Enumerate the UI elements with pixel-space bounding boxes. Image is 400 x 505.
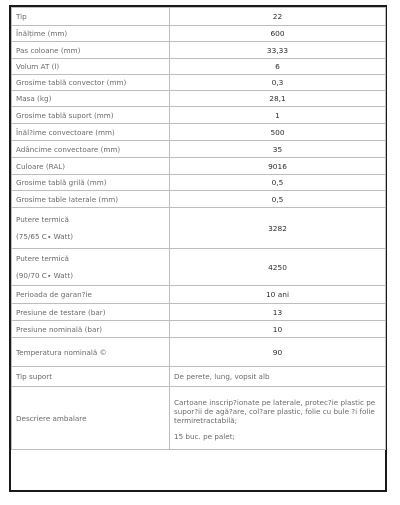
table-row [12, 175, 386, 191]
row-label: Pas coloane (mm) [12, 42, 170, 59]
row-value: De perete, lung, vopsit alb [170, 367, 386, 387]
row-value: 600 [170, 26, 386, 42]
row-value: 1 [170, 107, 386, 124]
table-row [12, 59, 386, 75]
row-label: Perioada de garan?ie [12, 286, 170, 304]
row-label: Tip suport [12, 367, 170, 387]
row-value: 35 [170, 141, 386, 158]
row-value: 28,1 [170, 91, 386, 107]
power-label-line2: (75/65 C∙ Watt) [16, 232, 74, 241]
row-value: 4250 [170, 249, 386, 286]
table-row [12, 75, 386, 91]
row-label: Grosime tablă convector (mm) [12, 75, 170, 91]
table-row [12, 26, 386, 42]
table-row [12, 387, 386, 450]
row-label: Înălțime (mm) [12, 26, 170, 42]
table-row [12, 42, 386, 59]
row-value: 10 ani [170, 286, 386, 304]
row-label: Culoare (RAL) [12, 158, 170, 175]
row-value: 9016 [170, 158, 386, 175]
table-row [12, 249, 386, 286]
table-row [12, 208, 386, 249]
table-row [12, 107, 386, 124]
row-label: Volum AT (l) [12, 59, 170, 75]
row-label: Descriere ambalare [12, 387, 170, 450]
row-label: Presiune nominală (bar) [12, 321, 170, 338]
table-row [12, 286, 386, 304]
row-label: Temperatura nominală © [12, 338, 170, 367]
row-value: 3282 [170, 208, 386, 249]
power-label-line2: (90/70 C∙ Watt) [16, 271, 74, 280]
table-row [12, 367, 386, 387]
row-value: 6 [170, 59, 386, 75]
table-row [12, 91, 386, 107]
spec-table [11, 7, 386, 450]
row-value: 90 [170, 338, 386, 367]
table-row [12, 141, 386, 158]
row-value: 33,33 [170, 42, 386, 59]
row-label [12, 208, 170, 249]
table-row [12, 158, 386, 175]
row-value: 0,5 [170, 175, 386, 191]
table-row [12, 321, 386, 338]
row-value: 22 [170, 8, 386, 26]
row-value: 0,5 [170, 191, 386, 208]
row-value: 13 [170, 304, 386, 321]
row-label: Grosime tablă grilă (mm) [12, 175, 170, 191]
row-value: 0,3 [170, 75, 386, 91]
row-label: Grosime table laterale (mm) [12, 191, 170, 208]
power-label-line1: Putere termică [16, 254, 69, 263]
row-value: 10 [170, 321, 386, 338]
row-label [12, 249, 170, 286]
table-row [12, 8, 386, 26]
packaging-quantity: 15 buc. pe palet; [174, 432, 235, 441]
table-row [12, 191, 386, 208]
row-label: Înăl?ime convectoare (mm) [12, 124, 170, 141]
row-label: Adâncime convectoare (mm) [12, 141, 170, 158]
row-label: Tip [12, 8, 170, 26]
table-row [12, 304, 386, 321]
power-label-line1: Putere termică [16, 215, 69, 224]
row-label: Masa (kg) [12, 91, 170, 107]
row-label: Grosime tablă suport (mm) [12, 107, 170, 124]
row-label: Presiune de testare (bar) [12, 304, 170, 321]
table-row [12, 124, 386, 141]
packaging-cell [170, 387, 386, 450]
row-value: 500 [170, 124, 386, 141]
table-row [12, 338, 386, 367]
packaging-description: Cartoane inscrip?ionate pe laterale, protec?ie plastic pe supor?ii de agă?are, col?are plastic, folie cu bule ?i folie termiretractabilă; [174, 398, 376, 425]
